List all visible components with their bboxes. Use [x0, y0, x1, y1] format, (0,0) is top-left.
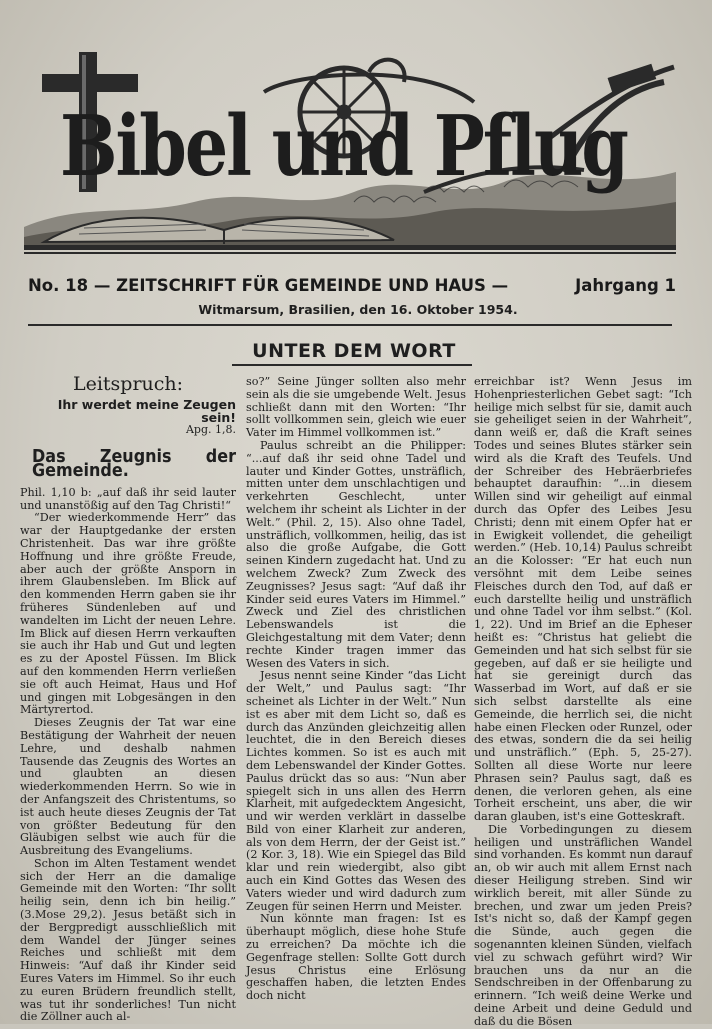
date-line: Witmarsum, Brasilien, den 16. Oktober 1954. — [198, 302, 518, 317]
paragraph: so?” Seine Jünger sollten also mehr sein als die sie umgebende Welt. Jesus schließt dann mit den Worten: “Ihr sollt vollkommen sein, gleich wie euer Vater im Himmel vollkommen ist.” — [246, 375, 466, 440]
paragraph: Jesus nennt seine Kinder “das Licht der Welt,” und Paulus sagt: “Ihr scheinet als Lichter in der Welt.” Nun ist es aber mit dem Licht so, daß es durch das Anzünden gleichzeitig allen leuchtet, die in den Bereich dieses Lichtes kommen. So ist es auch mit dem Lebenswandel der Kinder Gottes. Paulus drückt das so aus: “Nun aber spiegelt sich in uns allen des Herrn Klarheit, mit aufgedecktem Angesicht, und wir werden verklärt in dasselbe Bild von einer Klarheit zur anderen, als von dem Herrn, der der Geist ist.” (2 Kor. 3, 18). Wie ein Spiegel das Bild klar und rein wiedergibt, also gibt auch ein Kind Gottes das Wesen des Vaters wieder und wird dadurch zum Zeugen für seinen Herrn und Meister. — [246, 669, 466, 913]
motto-reference: Apg. 1,8. — [185, 423, 236, 437]
bleed-through-text — [300, 40, 303, 52]
issue-line — [28, 276, 676, 295]
paragraph: Dieses Zeugnis der Tat war eine Bestätigung der Wahrheit der neuen Lehre, und deshalb nahmen Tausende das Zeugnis des Wortes an und glaubten an diesen wiederkommenden Herrn. So wie in der Anfangszeit des Christentums, so ist auch heute dieses Zeugnis der Tat von größter Bedeutung für den Gläubigen selbst wie auch für die Ausbreitung des Evangeliums. — [20, 716, 236, 858]
paragraph: Phil. 1,10 b: „auf daß ihr seid lauter und unanstößig auf den Tag Christi!“ — [20, 485, 236, 512]
paragraph: Nun könnte man fragen: Ist es überhaupt möglich, diese hohe Stufe zu erreichen? Da möchte ich die Gegenfrage stellen: Sollte Gott durch Jesus Christus eine Erlösung geschaffen haben, die letzten Endes doch nicht — [246, 912, 466, 1003]
masthead-title: Bibel und Pflug — [60, 98, 627, 196]
column-3 — [474, 375, 692, 1028]
volume-info: Jahrgang 1 — [575, 276, 676, 295]
column-1 — [20, 373, 236, 1024]
paragraph: Paulus schreibt an die Philipper: “...auf daß ihr seid ohne Tadel und lauter und Kinder Gottes, unsträflich, mitten unter dem unschlachtigen und verkehrten Geschlecht, unter welchem ihr scheint als Lichter in der Welt.” (Phil. 2, 15). Also ohne Tadel, unsträflich, vollkommen, heilig, das ist also die große Aufgabe, die Gott seinen Kindern zugedacht hat. Und zu welchem Zweck? Zum Zweck des Zeugnisses? Jesus sagt: “Auf daß ihr Kinder seid eures Vaters im Himmel.” Zweck und Ziel des christlichen Lebenswandels ist die Gleichgestaltung mit dem Vater; denn rechte Kinder tragen immer das Wesen des Vaters in sich. — [246, 438, 466, 670]
section-title: UNTER DEM WORT — [252, 340, 456, 362]
paragraph: Schon im Alten Testament wendet sich der Herr an die damalige Gemeinde mit den Worten: “Ihr sollt heilig sein, denn ich bin heilig.” (3.Mose 29,2). Jesus betäßt sich in der Bergpredigt ausschließlich mit dem Wandel der Jünger seines Reiches und schließt mit dem Hinweis: “Auf daß ihr Kinder seid Eures Vaters im Himmel. So ihr euch zu euren Brüdern freundlich stellt, was tut ihr sonderliches! Tun nicht die Zöllner auch al- — [20, 856, 236, 1024]
paragraph: Die Vorbedingungen zu diesem heiligen und unsträflichen Wandel sind vorhanden. Es kommt nun darauf an, ob wir auch mit allem Ernst nach dieser Heiligung streben. Sind wir wirklich bereit, mit aller Sünde zu brechen, und zwar um jeden Preis? Ist's nicht so, daß der Kampf gegen die Sünde, auch gegen die sogenannten kleinen Sünden, vielfach viel zu schwach geführt wird? Wir brauchen uns da nur an die Sendschreiben in der Offenbarung zu erinnern. “Ich weiß deine Werke und deine Arbeit und deine Geduld und daß du die Bösen — [474, 822, 692, 1028]
divider — [28, 324, 672, 326]
article-heading: Das Zeugnis der Gemeinde. — [32, 445, 236, 481]
divider — [232, 364, 472, 366]
motto-text: Ihr werdet meine Zeugen sein! — [57, 396, 236, 425]
paragraph: erreichbar ist? Wenn Jesus im Hohenpriesterlichen Gebet sagt: “Ich heilige mich selbst für sie, damit auch sie geheiliget seien in der Wahrheit”, dann weiß er, daß die Kraft seines Todes und seines Blutes stärker sein wird als die Kraft des Teufels. Und der Schreiber des Hebräerbriefes behauptet daraufhin: “...in diesem Willen sind wir geheiligt auf einmal durch das Opfer des Leibes Jesu Christi; denn mit einem Opfer hat er in Ewigkeit vollendet, die geheiligt werden.” (Heb. 10,14) Paulus schreibt an die Kolosser: “Er hat euch nun versöhnt mit dem Leibe seines Fleisches durch den Tod, auf daß er euch darstellte heilig und unsträflich und ohne Tadel vor ihm selbst.” (Kol. 1, 22). Und im Brief an die Epheser heißt es: “Christus hat geliebt die Gemeinden und hat sich selbst für sie gegeben, auf daß er sie heiligte und hat sie gereinigt durch das Wasserbad im Wort, auf daß er sie sich selbst darstellte als eine Gemeinde, die herrlich sei, die nicht habe einen Flecken oder Runzel, oder des etwas, sondern die da sei heilig und unsträflich.” (Eph. 5, 25-27). Sollten all diese Worte nur leere Phrasen sein? Paulus sagt, daß es denen, die verloren gehen, als eine Torheit erscheint, uns aber, die wir daran glauben, ist's eine Gotteskraft. — [474, 375, 692, 824]
motto-heading: Leitspruch: — [72, 373, 184, 395]
issue-info: No. 18 — ZEITSCHRIFT FÜR GEMEINDE UND HAUS — — [28, 276, 509, 295]
paragraph: “Der wiederkommende Herr” das war der Hauptgedanke der ersten Christenheit. Das war ihre größte Hoffnung und ihre größte Freude, aber auch der größte Ansporn in ihrem Glaubensleben. Im Blick auf den kommenden Herrn gaben sie ihr früheres Sündenleben auf und wandelten im Licht der neuen Lehre. Im Blick auf diesen Herrn verkauften sie auch ihr Hab und Gut und legten es zu der Apostel Füssen. Im Blick auf den kommenden Herrn verließen sie oft auch Heimat, Haus und Hof und gingen mit Lobgesängen in den Märtyrertod. — [20, 511, 236, 717]
column-2 — [246, 376, 466, 1016]
